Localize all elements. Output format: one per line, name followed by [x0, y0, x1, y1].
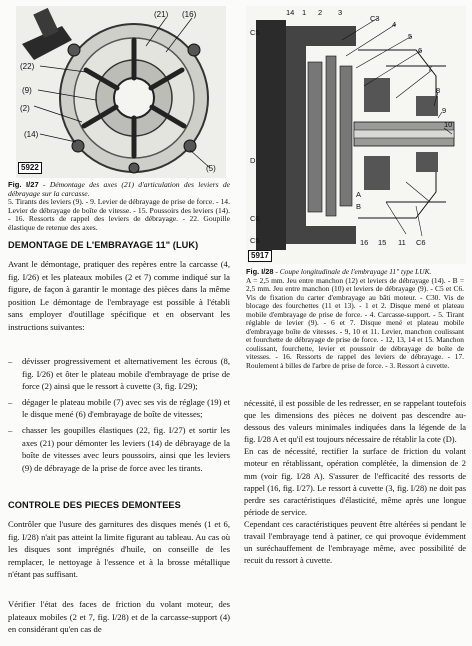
paragraph-rectifier: En cas de nécessité, rectifier la surface de friction du volant moteur en rétablissant, opération complétée, la dimension de 2 mm (voir fig. I/28 A). S'assurer de l'efficacité des ressorts de rappel (16, fig. I/27). Le ressort à cuvette (3, fig. I/28) ne doit pas perdre ses caractéristiques d'élasticité, même après une longue période de service. [244, 447, 466, 517]
figure-i28-drawing [246, 6, 466, 264]
callout-9: 9 [442, 106, 447, 115]
callout-c5-bottom: C5 [250, 236, 260, 245]
list-item: – chasser les goupilles élastiques (22, fig. I/27) et sortir les axes (21) pour démonter les leviers (14) de débrayage de la boîte de vitesses avec leurs poussoirs, ainsi que les leviers (9) de débrayage de la prise de force avec les tirants. [8, 424, 230, 474]
paragraph-verifier: Vérifier l'état des faces de friction du volant moteur, des plateaux mobiles (2 et 7, fig. I/28) et de la carcasse-support (4) en considérant qu'en cas de [8, 599, 230, 635]
callout-c5-top: C5 [250, 28, 260, 37]
callout-9: (9) [22, 86, 32, 95]
callout-1: 1 [302, 8, 307, 17]
callout-10: 10 [444, 120, 453, 129]
caption-title: - Démontage des axes (21) d'articulation des leviers de débrayage sur la carcasse. [8, 180, 231, 198]
callout-16: 16 [360, 238, 369, 247]
heading-demontage: DEMONTAGE DE L'EMBRAYAGE 11" (LUK) [8, 240, 199, 250]
heading-controle: CONTROLE DES PIECES DEMONTEES [8, 500, 181, 510]
callout-6: 6 [418, 46, 423, 55]
callout-7: 7 [428, 64, 433, 73]
callout-15: 15 [378, 238, 387, 247]
callout-2: (2) [20, 104, 30, 113]
caption-body: 5. Tirants des leviers (9). - 9. Levier de débrayage de prise de force. - 14. Levier de débrayage de boîte de vitesse. - 15. Poussoirs des leviers (14). - 16. Ressorts de rappel des leviers de débrayage. - 22. Goupille élastique de retenue des axes. [8, 197, 230, 232]
callout-2: 2 [318, 8, 323, 17]
paragraph-necessite: nécessité, il est possible de les redresser, en se rappelant toutefois que les dimensions des pièces ne doivent pas descendre au-dessous des valeurs minimales indiquées dans la légende de la fig. I/28 A et qu'il est toujours nécessaire de rétablir la cote (D). [244, 399, 466, 445]
callout-21: (21) [154, 10, 169, 19]
clutch-assembly-photo [16, 6, 226, 178]
caption-title: - Coupe longitudinale de l'embrayage 11" type LUK. [273, 267, 432, 276]
figure-i28-caption [246, 268, 464, 370]
callout-b: B [356, 202, 362, 211]
callout-11: 11 [398, 238, 406, 247]
callout-14: (14) [24, 130, 39, 139]
steps-list [8, 355, 230, 477]
callout-c3: C3 [370, 14, 380, 23]
caption-body: A = 2,5 mm. Jeu entre manchon (12) et leviers de débrayage (14). - B = 2,5 mm. Jeu entre manchon (10) et leviers de débrayage (9). - C5 et C6. Vis de fixation du carter d'embrayage au bâti moteur. - C30. Vis de blocage des fourchettes (11 et 13). - 1 et 2. Disque mené et plateau mobile d'embrayage de prise de force. - 4. Carcasse-support. - 5. Tirant réglable de levier (9). - 6 et 7. Disque mené et plateau mobile d'embrayage boîte de vitesses. - 9, 10 et 11. Levier, manchon coulissant et fourchette de débrayage de prise de force. - 12, 13, 14 et 15. Manchon coulissant, fourchette, levier et poussoir de débrayage de boîte de vitesses. - 16. Ressorts de rappel des leviers de débrayage. - 17. Roulement à billes de l'arbre de prise de force. - 3. Ressort à cuvette. [246, 275, 464, 370]
caption-label: Fig. I/27 [8, 180, 39, 189]
callout-3: 3 [338, 8, 343, 17]
intro-paragraph: Avant le démontage, pratiquer des repères entre la carcasse (4, fig. I/26) et les plateaux mobiles (2 et 7) comme indiqué sur la figure, de façon à garantir le montage des pièces dans la même position Le démontage de l'embrayage est possible à l'établi sans employer d'outillage spécifique et en observant les instructions suivantes: [8, 259, 230, 332]
callout-c6-bottom: C6 [416, 238, 426, 247]
paragraph-caracteristiques: Cependant ces caractéristiques peuvent être altérées si pendant le travail l'embrayage tend à patiner, ce qui provoque évidemment un suréchauffement de l'embrayage même, avec possibilité de recuit du ressort à cuvette. [244, 519, 466, 566]
callout-5: (5) [206, 164, 216, 173]
list-item: – dévisser progressivement et alternativement les écrous (8, fig. I/26) et ôter le plateau mobile d'embrayage de prise de force (2) ainsi que le ressort à cuvette (3, fig. I/29); [8, 355, 230, 393]
callout-5: 5 [408, 32, 413, 41]
list-item: – dégager le plateau mobile (7) avec ses vis de réglage (19) et le disque mené (6) d'embrayage de boîte de vitesses; [8, 396, 230, 421]
callout-d: D [250, 156, 256, 165]
figure-i27-photo [16, 6, 226, 178]
paragraph-controle: Contrôler que l'usure des garnitures des disques menés (1 et 6, fig. I/28) n'ait pas atteint la limite figurant au tableau. Au cas où les disques sont imprégnés d'huile, on conseille de les remplacer, le nettoyage à l'essence et à la brosse métallique n'étant pas suffisant. [8, 519, 230, 580]
caption-label: Fig. I/28 [246, 267, 274, 276]
callout-22: (22) [20, 62, 35, 71]
clutch-section-drawing [246, 6, 466, 264]
callout-a: A [356, 190, 362, 199]
figure-i27-caption [8, 181, 230, 233]
callout-14: 14 [286, 8, 295, 17]
callout-8: 8 [436, 86, 441, 95]
callout-4: 4 [392, 20, 397, 29]
callout-16: (16) [182, 10, 197, 19]
figure-number-5922: 5922 [18, 162, 42, 174]
right-text [244, 398, 466, 567]
callout-c6: C6 [250, 214, 260, 223]
figure-number-5917: 5917 [248, 250, 272, 262]
